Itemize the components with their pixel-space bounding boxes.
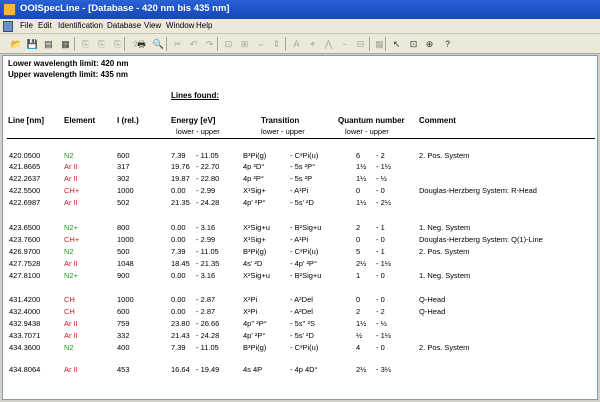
cell-element: Ar II xyxy=(64,319,78,328)
zoom-in-button[interactable] xyxy=(237,37,252,51)
cell-quantum-lower: 2½ xyxy=(356,259,367,268)
cell-element: N2 xyxy=(64,151,74,160)
cell-energy-upper: - 3.16 xyxy=(196,271,216,280)
cell-element: Ar II xyxy=(64,365,78,374)
cell-comment: 1. Neg. System xyxy=(419,271,471,280)
col-intensity: I (rel.) xyxy=(117,116,139,125)
grid-button[interactable] xyxy=(372,37,387,51)
col-quantum-sub: lower - upper xyxy=(345,127,389,136)
cell-quantum-upper: - 0 xyxy=(376,343,385,352)
cell-transition-upper: - A¹Pi xyxy=(290,235,309,244)
cell-quantum-upper: - 1½ xyxy=(376,162,392,171)
cell-energy-lower: 23.80 xyxy=(171,319,190,328)
cell-intensity: 759 xyxy=(117,319,130,328)
cell-energy-lower: 0.00 xyxy=(171,186,186,195)
cell-line: 422.6987 xyxy=(9,198,41,207)
cell-line: 432.9438 xyxy=(9,319,41,328)
cell-comment: 2. Pos. System xyxy=(419,151,470,160)
cell-energy-upper: - 24.28 xyxy=(196,331,220,340)
text-button[interactable] xyxy=(289,37,304,51)
cell-energy-upper: - 3.16 xyxy=(196,223,216,232)
cell-line: 427.8100 xyxy=(9,271,41,280)
app-icon xyxy=(3,3,16,16)
cell-energy-lower: 0.00 xyxy=(171,235,186,244)
cell-energy-upper: - 11.05 xyxy=(196,151,219,160)
cell-transition-lower: 4s' ²D xyxy=(243,259,263,268)
cell-element: Ar II xyxy=(64,198,78,207)
cell-quantum-upper: - 1½ xyxy=(376,331,392,340)
cell-energy-upper: - 2.87 xyxy=(196,295,216,304)
cell-quantum-upper: - 2 xyxy=(376,307,385,316)
cell-transition-upper: - A¹Pi xyxy=(290,186,309,195)
menu-identification[interactable]: Identification xyxy=(58,21,103,30)
save-button[interactable] xyxy=(25,37,40,51)
cell-quantum-lower: 2½ xyxy=(356,365,367,374)
cell-intensity: 1048 xyxy=(117,259,134,268)
print-preview-button[interactable] xyxy=(151,37,166,51)
cell-intensity: 800 xyxy=(117,223,130,232)
zoom-window-button[interactable] xyxy=(406,37,421,51)
cell-energy-lower: 0.00 xyxy=(171,307,186,316)
cell-line: 423.6500 xyxy=(9,223,41,232)
cell-energy-lower: 21.43 xyxy=(171,331,190,340)
cell-intensity: 600 xyxy=(117,307,130,316)
new-icon: ▤ xyxy=(44,38,53,49)
cell-transition-upper: - A²Del xyxy=(290,307,313,316)
zoom-in-icon: ⊞ xyxy=(240,38,249,49)
menu-help[interactable]: Help xyxy=(196,21,213,30)
toolbar xyxy=(0,34,600,54)
cell-quantum-lower: 2 xyxy=(356,307,361,316)
range-button[interactable] xyxy=(353,37,368,51)
cell-energy-upper: - 2.87 xyxy=(196,307,216,316)
cell-transition-upper: - 5s' ²D xyxy=(290,331,314,340)
cell-quantum-lower: 2 xyxy=(356,223,361,232)
cell-quantum-lower: 5 xyxy=(356,247,361,256)
cell-line: 423.7600 xyxy=(9,235,41,244)
cell-energy-upper: - 11.05 xyxy=(196,247,219,256)
cell-transition-lower: 4p ²D° xyxy=(243,162,265,171)
cell-element: N2 xyxy=(64,247,74,256)
cell-energy-upper: - 24.28 xyxy=(196,198,220,207)
print-button[interactable] xyxy=(131,37,149,51)
cell-element: Ar II xyxy=(64,259,78,268)
cell-energy-lower: 16.64 xyxy=(171,365,190,374)
cell-energy-upper: - 2.99 xyxy=(196,235,216,244)
cell-quantum-lower: 6 xyxy=(356,151,361,160)
cell-element: N2+ xyxy=(64,271,78,280)
cell-quantum-upper: - 3½ xyxy=(376,365,392,374)
help-icon: ? xyxy=(444,38,450,49)
redo-icon: ↷ xyxy=(205,38,214,49)
baseline-icon: ⎯ xyxy=(342,38,347,49)
header-divider xyxy=(7,138,595,139)
cell-line: 431.4200 xyxy=(9,295,41,304)
new-button[interactable] xyxy=(41,37,56,51)
cell-transition-upper: - 5s ²P° xyxy=(290,162,316,171)
toolbar-separator xyxy=(74,37,75,51)
cell-transition-lower: 4p' ²P° xyxy=(243,331,266,340)
cell-transition-upper: - 4p 4D° xyxy=(290,365,318,374)
toolbar-separator xyxy=(166,37,167,51)
cell-element: Ar II xyxy=(64,174,78,183)
cell-energy-upper: - 22.80 xyxy=(196,174,220,183)
cell-comment: Q-Head xyxy=(419,295,446,304)
cell-energy-lower: 0.00 xyxy=(171,271,186,280)
cell-element: CH+ xyxy=(64,235,80,244)
cell-quantum-lower: 0 xyxy=(356,235,361,244)
undo-button[interactable] xyxy=(186,37,201,51)
cell-transition-upper: - A²Del xyxy=(290,295,313,304)
cell-quantum-lower: 1 xyxy=(356,271,361,280)
help-button[interactable] xyxy=(440,37,455,51)
col-element: Element xyxy=(64,116,96,125)
cell-quantum-lower: 4 xyxy=(356,343,361,352)
upper-limit: Upper wavelength limit: 435 nm xyxy=(8,70,129,79)
print-icon: 🖶 xyxy=(137,38,146,49)
cell-quantum-lower: 1½ xyxy=(356,319,367,328)
cell-transition-lower: X²Pi xyxy=(243,295,258,304)
zoom-fit-icon: ⊡ xyxy=(224,38,233,49)
cell-transition-upper: - 4p' ²P° xyxy=(290,259,317,268)
cell-energy-lower: 19.76 xyxy=(171,162,190,171)
cell-comment: 2. Pos. System xyxy=(419,343,470,352)
cell-transition-upper: - 5s ²P xyxy=(290,174,313,183)
undo-icon: ↶ xyxy=(189,38,198,49)
cell-quantum-upper: - 2½ xyxy=(376,198,392,207)
paste-document-icon: ⎘ xyxy=(113,38,122,49)
cell-quantum-upper: - 0 xyxy=(376,186,385,195)
cell-intensity: 1000 xyxy=(117,235,134,244)
pointer-icon: ↖ xyxy=(392,38,401,49)
cell-quantum-upper: - 2 xyxy=(376,151,385,160)
cell-element: N2+ xyxy=(64,223,78,232)
grid-icon: ▦ xyxy=(375,38,384,49)
cell-transition-upper: - 5s'' ²S xyxy=(290,319,315,328)
cell-transition-lower: 4p'' ²P° xyxy=(243,319,267,328)
text-icon: A xyxy=(293,38,300,49)
cell-transition-upper: - C³Pi(u) xyxy=(290,151,319,160)
cell-quantum-lower: 1½ xyxy=(356,162,367,171)
menu-database[interactable]: Database xyxy=(107,21,142,30)
open-button[interactable] xyxy=(9,37,24,51)
cell-transition-lower: X¹Sig+ xyxy=(243,235,266,244)
cell-comment: 2. Pos. System xyxy=(419,247,470,256)
menu-view[interactable]: View xyxy=(144,21,162,30)
cell-quantum-upper: - ½ xyxy=(376,319,387,328)
cell-intensity: 600 xyxy=(117,151,130,160)
save-icon: 💾 xyxy=(26,38,39,49)
marker-icon: ⌖ xyxy=(309,38,316,49)
cell-transition-lower: B³Pi(g) xyxy=(243,151,267,160)
cell-energy-lower: 19.87 xyxy=(171,174,190,183)
cell-transition-upper: - B²Sig+u xyxy=(290,223,322,232)
cell-energy-upper: - 21.35 xyxy=(196,259,220,268)
cell-element: CH+ xyxy=(64,186,80,195)
database-view[interactable] xyxy=(2,55,598,400)
cell-line: 432.4000 xyxy=(9,307,41,316)
cell-energy-lower: 0.00 xyxy=(171,223,186,232)
cell-transition-lower: X¹Sig+ xyxy=(243,186,266,195)
peak-icon: ⋀ xyxy=(324,38,333,49)
col-line: Line [nm] xyxy=(8,116,44,125)
cell-quantum-upper: - 0 xyxy=(376,271,385,280)
cell-element: Ar II xyxy=(64,331,78,340)
peak-button[interactable] xyxy=(321,37,336,51)
col-quantum: Quantum number xyxy=(338,116,405,125)
print-preview-icon: 🔍 xyxy=(152,38,165,49)
cell-energy-upper: - 22.70 xyxy=(196,162,220,171)
cell-line: 433.7071 xyxy=(9,331,41,340)
cell-energy-upper: - 11.05 xyxy=(196,343,219,352)
window-title: OOISpecLine - [Database - 420 nm bis 435 nm] xyxy=(20,3,230,14)
cell-line: 426.9700 xyxy=(9,247,41,256)
cell-line: 434.3600 xyxy=(9,343,41,352)
cell-comment: Q-Head xyxy=(419,307,446,316)
cell-transition-upper: - B²Sig+u xyxy=(290,271,322,280)
cell-quantum-lower: ½ xyxy=(356,331,363,340)
cell-transition-upper: - C³Pi(u) xyxy=(290,247,319,256)
zoom-x-button[interactable] xyxy=(253,37,268,51)
lower-limit: Lower wavelength limit: 420 nm xyxy=(8,59,129,68)
cell-energy-lower: 7.39 xyxy=(171,247,186,256)
cell-quantum-upper: - 1 xyxy=(376,247,385,256)
cut-document-icon: ⎘ xyxy=(81,38,90,49)
cell-transition-lower: B³Pi(g) xyxy=(243,247,267,256)
cell-intensity: 502 xyxy=(117,198,130,207)
cell-transition-lower: 4s 4P xyxy=(243,365,263,374)
cell-quantum-lower: 1½ xyxy=(356,174,367,183)
scissors-button[interactable] xyxy=(170,37,185,51)
cell-transition-lower: X²Sig+u xyxy=(243,271,270,280)
scissors-icon: ✂ xyxy=(173,38,182,49)
cell-quantum-upper: - 1½ xyxy=(376,259,392,268)
menu-bar xyxy=(0,19,600,34)
cell-energy-lower: 7.39 xyxy=(171,151,186,160)
cell-intensity: 317 xyxy=(117,162,130,171)
cell-intensity: 1000 xyxy=(117,295,134,304)
zoom-y-icon: ⇕ xyxy=(272,38,281,49)
cell-transition-lower: X²Pi xyxy=(243,307,258,316)
cell-comment: 1. Neg. System xyxy=(419,223,471,232)
cell-energy-lower: 0.00 xyxy=(171,295,186,304)
toolbar-separator xyxy=(369,37,370,51)
marker-button[interactable] xyxy=(305,37,320,51)
zoom-window-icon: ⊡ xyxy=(409,38,418,49)
cell-line: 434.8064 xyxy=(9,365,41,374)
cell-transition-lower: X²Sig+u xyxy=(243,223,270,232)
cell-quantum-upper: - 1 xyxy=(376,223,385,232)
cell-comment: Douglas-Herzberg System: R-Head xyxy=(419,186,537,195)
col-transition: Transition xyxy=(261,116,300,125)
col-energy: Energy [eV] xyxy=(171,116,216,125)
cell-transition-lower: 4p' ²P° xyxy=(243,198,266,207)
cell-quantum-lower: 0 xyxy=(356,295,361,304)
paste-document-button[interactable] xyxy=(110,37,125,51)
copy-document-icon: ⎘ xyxy=(97,38,106,49)
title-bar xyxy=(0,0,600,19)
database-button[interactable] xyxy=(58,37,73,51)
cell-line: 420.0500 xyxy=(9,151,41,160)
cell-intensity: 900 xyxy=(117,271,130,280)
cell-transition-lower: B³Pi(g) xyxy=(243,343,267,352)
cell-quantum-upper: - 0 xyxy=(376,235,385,244)
cell-intensity: 332 xyxy=(117,331,130,340)
export-icon: ⇪ xyxy=(131,38,140,49)
cell-intensity: 1000 xyxy=(117,186,134,195)
cell-energy-upper: - 26.66 xyxy=(196,319,220,328)
cell-element: Ar II xyxy=(64,162,78,171)
lines-found-title: Lines found: xyxy=(171,91,219,100)
cell-intensity: 400 xyxy=(117,343,130,352)
pointer-button[interactable] xyxy=(389,37,404,51)
col-comment: Comment xyxy=(419,116,456,125)
document-icon[interactable] xyxy=(3,21,13,32)
cut-document-button[interactable] xyxy=(78,37,93,51)
cell-transition-lower: 4p ²P° xyxy=(243,174,264,183)
cell-element: CH xyxy=(64,307,75,316)
col-transition-sub: lower - upper xyxy=(261,127,305,136)
cell-energy-upper: - 2.99 xyxy=(196,186,216,195)
cell-energy-upper: - 19.49 xyxy=(196,365,220,374)
cell-element: CH xyxy=(64,295,75,304)
open-icon: 📂 xyxy=(10,38,23,49)
redo-button[interactable] xyxy=(202,37,217,51)
cell-comment: Douglas-Herzberg System: Q(1)-Line xyxy=(419,235,543,244)
baseline-button[interactable] xyxy=(337,37,352,51)
zoom-fit-button[interactable] xyxy=(221,37,236,51)
cell-line: 422.2637 xyxy=(9,174,41,183)
zoom-x-icon: ⇔ xyxy=(256,38,265,49)
cell-quantum-lower: 0 xyxy=(356,186,361,195)
cell-transition-upper: - C³Pi(u) xyxy=(290,343,319,352)
range-icon: ⊟ xyxy=(356,38,365,49)
cell-line: 422.5500 xyxy=(9,186,41,195)
cell-element: N2 xyxy=(64,343,74,352)
cell-quantum-upper: - ½ xyxy=(376,174,387,183)
cell-line: 421.8665 xyxy=(9,162,41,171)
menu-file[interactable]: File xyxy=(20,21,33,30)
cell-intensity: 500 xyxy=(117,247,130,256)
cell-quantum-lower: 1½ xyxy=(356,198,367,207)
copy-document-button[interactable] xyxy=(94,37,109,51)
cell-line: 427.7528 xyxy=(9,259,41,268)
cell-energy-lower: 18.45 xyxy=(171,259,190,268)
cell-energy-lower: 21.35 xyxy=(171,198,190,207)
cell-intensity: 453 xyxy=(117,365,130,374)
cell-quantum-upper: - 0 xyxy=(376,295,385,304)
database-icon: ▦ xyxy=(61,38,70,49)
menu-window[interactable]: Window xyxy=(166,21,195,30)
col-energy-sub: lower - upper xyxy=(176,127,220,136)
label-icon: ⊕ xyxy=(425,38,434,49)
zoom-y-button[interactable] xyxy=(269,37,284,51)
cell-intensity: 302 xyxy=(117,174,130,183)
label-button[interactable] xyxy=(422,37,437,51)
cell-transition-upper: - 5s' ²D xyxy=(290,198,314,207)
toolbar-separator xyxy=(217,37,218,51)
cell-energy-lower: 7.39 xyxy=(171,343,186,352)
toolbar-separator xyxy=(285,37,286,51)
menu-edit[interactable]: Edit xyxy=(38,21,52,30)
